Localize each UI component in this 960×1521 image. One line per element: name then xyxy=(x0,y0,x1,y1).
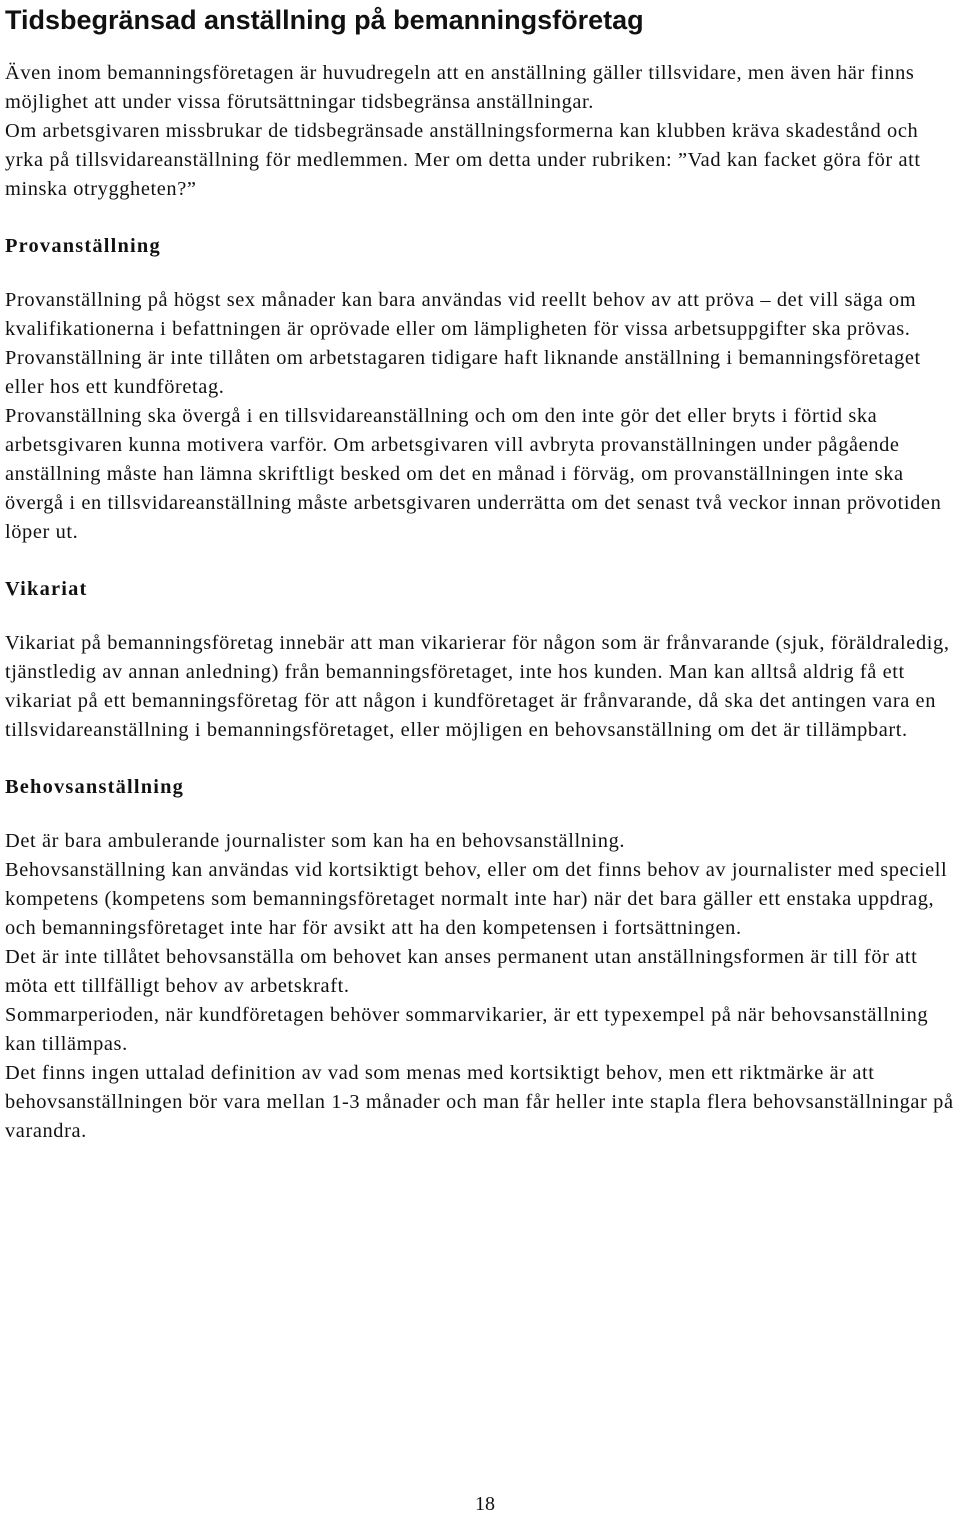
page-number: 18 xyxy=(475,1493,495,1515)
intro-paragraph: Om arbetsgivaren missbrukar de tidsbegränsade anställningsformerna kan klubben kräva skadestånd och yrka på tillsvidareanställning för medlemmen. Mer om detta under rubriken: ”Vad kan facket göra för att minska otryggheten?” xyxy=(5,120,921,200)
section-paragraph: Det finns ingen uttalad definition av vad som menas med kortsiktigt behov, men ett riktmärke är att behovsanställningen bör vara mellan 1-3 månader och man får heller inte stapla flera behovsanställningar på varandra. xyxy=(5,1062,954,1142)
section-paragraph: Vikariat på bemanningsföretag innebär att man vikarierar för någon som är frånvarande (sjuk, föräldraledig, tjänstledig av annan anledning) från bemanningsföretaget, inte hos kunden. Man kan alltså aldrig få ett vikariat på ett bemanningsföretag för att någon i kundföretaget är frånvarande, då ska det antingen vara en tillsvidareanställning i bemanningsföretaget, eller möjligen en behovsanställning om det är tillämpbart. xyxy=(5,632,950,741)
intro-paragraph: Även inom bemanningsföretagen är huvudregeln att en anställning gäller tillsvidare, men även här finns möjlighet att under vissa förutsättningar tidsbegränsa anställningar. xyxy=(5,62,915,113)
document-page xyxy=(5,0,955,1146)
section-paragraph: Provanställning på högst sex månader kan bara användas vid reellt behov av att pröva – det vill säga om kvalifikationerna i befattningen är oprövade eller om lämpligheten för vissa arbetsuppgifter ska prövas. Provanställning är inte tillåten om arbetstagaren tidigare haft liknande anställning i bemanningsföretaget eller hos ett kundföretag. xyxy=(5,289,921,398)
section-vikariat xyxy=(5,575,955,745)
section-paragraph: Behovsanställning kan användas vid kortsiktigt behov, eller om det finns behov av journalister med speciell kompetens (kompetens som bemanningsföretaget normalt inte har) när det bara gäller ett enstaka uppdrag, och bemanningsföretaget inte har för avsikt att ha den kompetensen i fortsättningen. xyxy=(5,859,948,939)
section-heading: Vikariat xyxy=(5,578,88,600)
section-paragraph: Det är inte tillåtet behovsanställa om behovet kan anses permanent utan anställningsformen är till för att möta ett tillfälligt behov av arbetskraft. xyxy=(5,946,918,997)
section-heading: Behovsanställning xyxy=(5,776,185,798)
section-paragraph: Sommarperioden, när kundföretagen behöver sommarvikarier, är ett typexempel på när behovsanställning kan tillämpas. xyxy=(5,1004,929,1055)
section-behovsanstallning xyxy=(5,773,955,1146)
intro-section xyxy=(5,59,955,204)
section-provanstallning xyxy=(5,232,955,547)
section-paragraph: Det är bara ambulerande journalister som kan ha en behovsanställning. xyxy=(5,830,626,852)
page-title: Tidsbegränsad anställning på bemanningsföretag xyxy=(5,5,644,35)
section-paragraph: Provanställning ska övergå i en tillsvidareanställning och om den inte gör det eller bryts i förtid ska arbetsgivaren kunna motivera varför. Om arbetsgivaren vill avbryta provanställningen under pågående anställning måste han lämna skriftligt besked om det en månad i förväg, om provanställningen inte ska övergå i en tillsvidareanställning måste arbetsgivaren underrätta om det senast två veckor innan prövotiden löper ut. xyxy=(5,405,942,543)
section-heading: Provanställning xyxy=(5,235,161,257)
